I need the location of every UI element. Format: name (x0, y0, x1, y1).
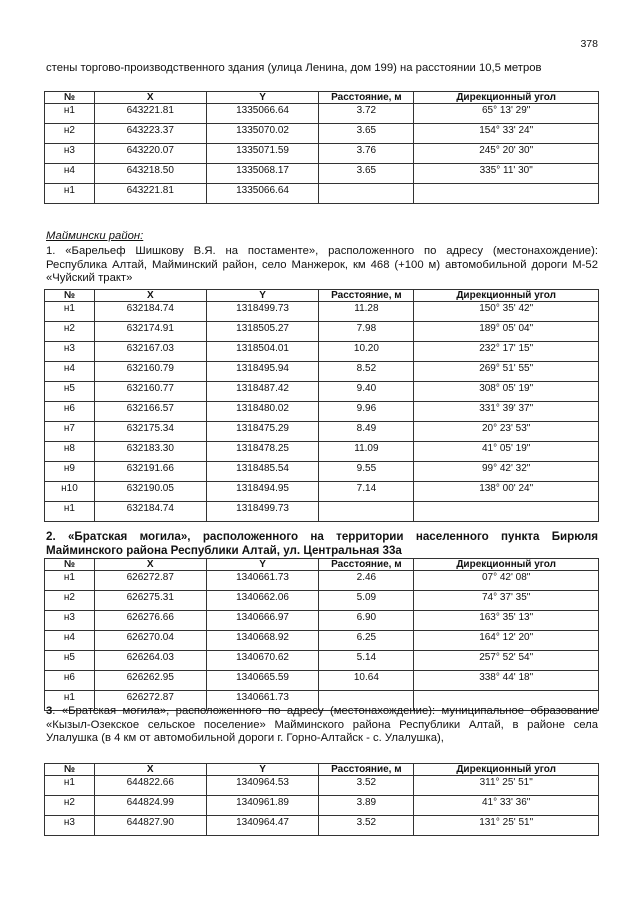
cell-point-id: н1 (45, 691, 95, 711)
table-row (45, 422, 599, 442)
cell-distance: 9.96 (319, 402, 414, 422)
cell-direction-angle: 257° 52' 54" (414, 651, 599, 671)
cell-direction-angle: 245° 20' 30" (414, 144, 599, 164)
table-row (45, 302, 599, 322)
cell-x-coordinate: 626262.95 (94, 671, 206, 691)
cell-y-coordinate: 1335066.64 (206, 104, 319, 124)
cell-y-coordinate: 1335071.59 (206, 144, 319, 164)
table-row (45, 591, 599, 611)
cell-x-coordinate: 643221.81 (94, 104, 206, 124)
column-header-distance: Расстояние, м (319, 92, 414, 104)
cell-y-coordinate: 1335068.17 (206, 164, 319, 184)
column-header-y-coordinate: Y (206, 92, 319, 104)
cell-direction-angle: 131° 25' 51" (414, 816, 599, 836)
cell-distance: 3.89 (319, 796, 414, 816)
table-row (45, 796, 599, 816)
cell-distance: 3.65 (319, 124, 414, 144)
cell-point-id: н3 (45, 144, 95, 164)
table-header-row (45, 92, 599, 104)
table-row (45, 816, 599, 836)
cell-point-id: н1 (45, 302, 95, 322)
column-header-y-coordinate: Y (206, 559, 319, 571)
column-header-x-coordinate: X (94, 764, 206, 776)
cell-direction-angle: 150° 35' 42" (414, 302, 599, 322)
cell-point-id: н6 (45, 671, 95, 691)
cell-y-coordinate: 1318505.27 (206, 322, 319, 342)
cell-point-id: н2 (45, 124, 95, 144)
column-header-point-id: № (45, 559, 95, 571)
cell-distance (319, 502, 414, 522)
cell-y-coordinate: 1340662.06 (206, 591, 319, 611)
coordinates-table-1 (44, 91, 599, 204)
column-header-x-coordinate: X (94, 290, 206, 302)
cell-point-id: н1 (45, 184, 95, 204)
cell-point-id: н2 (45, 322, 95, 342)
cell-distance: 2.46 (319, 571, 414, 591)
cell-direction-angle: 41° 05' 19" (414, 442, 599, 462)
table-row (45, 442, 599, 462)
table-row (45, 104, 599, 124)
cell-distance: 9.55 (319, 462, 414, 482)
cell-direction-angle (414, 184, 599, 204)
column-header-distance: Расстояние, м (319, 559, 414, 571)
table-row (45, 651, 599, 671)
table-row (45, 362, 599, 382)
cell-distance: 8.52 (319, 362, 414, 382)
cell-point-id: н10 (45, 482, 95, 502)
table-row (45, 322, 599, 342)
section-1-text: 1. «Барельеф Шишкову В.Я. на постаменте», расположенного по адресу (местонахождение): Республика Алтай, Майминский район, село Манжерок, км 468 (+100 м) автомобильной дороги М-52 «Чуйский тракт» (46, 245, 598, 284)
cell-direction-angle: 338° 44' 18" (414, 671, 599, 691)
cell-direction-angle: 99° 42' 32" (414, 462, 599, 482)
cell-x-coordinate: 626272.87 (94, 691, 206, 711)
cell-distance: 6.90 (319, 611, 414, 631)
cell-y-coordinate: 1335066.64 (206, 184, 319, 204)
cell-direction-angle: 41° 33' 36" (414, 796, 599, 816)
section-3-number: 3 (46, 705, 53, 717)
cell-point-id: н5 (45, 382, 95, 402)
cell-x-coordinate: 632184.74 (94, 302, 206, 322)
table-row (45, 382, 599, 402)
cell-point-id: н3 (45, 611, 95, 631)
cell-point-id: н5 (45, 651, 95, 671)
cell-x-coordinate: 626276.66 (94, 611, 206, 631)
column-header-distance: Расстояние, м (319, 764, 414, 776)
cell-distance: 5.14 (319, 651, 414, 671)
cell-distance: 3.72 (319, 104, 414, 124)
cell-x-coordinate: 644827.90 (94, 816, 206, 836)
cell-point-id: н1 (45, 502, 95, 522)
cell-x-coordinate: 626272.87 (94, 571, 206, 591)
cell-y-coordinate: 1318487.42 (206, 382, 319, 402)
table-header-row (45, 764, 599, 776)
cell-distance: 5.09 (319, 591, 414, 611)
district-heading: Маймински район: (46, 230, 144, 242)
cell-y-coordinate: 1340964.53 (206, 776, 319, 796)
cell-y-coordinate: 1318495.94 (206, 362, 319, 382)
cell-x-coordinate: 626264.03 (94, 651, 206, 671)
cell-x-coordinate: 632191.66 (94, 462, 206, 482)
column-header-direction-angle: Дирекционный угол (414, 764, 599, 776)
cell-point-id: н7 (45, 422, 95, 442)
table-row (45, 402, 599, 422)
cell-x-coordinate: 643220.07 (94, 144, 206, 164)
column-header-direction-angle: Дирекционный угол (414, 559, 599, 571)
column-header-point-id: № (45, 92, 95, 104)
cell-x-coordinate: 643223.37 (94, 124, 206, 144)
cell-point-id: н4 (45, 631, 95, 651)
column-header-point-id: № (45, 290, 95, 302)
column-header-point-id: № (45, 764, 95, 776)
cell-direction-angle: 331° 39' 37" (414, 402, 599, 422)
cell-point-id: н8 (45, 442, 95, 462)
table-row (45, 124, 599, 144)
cell-distance: 7.98 (319, 322, 414, 342)
cell-distance: 3.65 (319, 164, 414, 184)
table-row (45, 502, 599, 522)
cell-y-coordinate: 1318499.73 (206, 302, 319, 322)
cell-distance: 11.09 (319, 442, 414, 462)
cell-distance: 7.14 (319, 482, 414, 502)
table-row (45, 671, 599, 691)
column-header-x-coordinate: X (94, 92, 206, 104)
intro-text: стены торгово-производственного здания (улица Ленина, дом 199) на расстоянии 10,5 метров (46, 62, 542, 74)
section-2-heading: 2. «Братская могила», расположенного на территории населенного пункта Бирюля Майминского района Республики Алтай, ул. Центральная 33а (46, 530, 598, 557)
cell-point-id: н1 (45, 776, 95, 796)
column-header-distance: Расстояние, м (319, 290, 414, 302)
section-3-body: . «Братская могила», расположенного по адресу (местонахождение): муниципальное образование «Кызыл-Озекское сельское поселение» Майминского района Республики Алтай, в районе села Улалушка (в 4 км от автомобильной дороги г. Горно-Алтайск - с. Улалушка), (46, 705, 598, 744)
cell-x-coordinate: 632175.34 (94, 422, 206, 442)
column-header-y-coordinate: Y (206, 764, 319, 776)
cell-direction-angle: 74° 37' 35" (414, 591, 599, 611)
cell-x-coordinate: 632184.74 (94, 502, 206, 522)
cell-direction-angle: 189° 05' 04" (414, 322, 599, 342)
cell-x-coordinate: 643221.81 (94, 184, 206, 204)
table-row (45, 164, 599, 184)
coordinates-table-4 (44, 763, 599, 836)
cell-x-coordinate: 632183.30 (94, 442, 206, 462)
cell-x-coordinate: 644824.99 (94, 796, 206, 816)
cell-x-coordinate: 632160.77 (94, 382, 206, 402)
column-header-x-coordinate: X (94, 559, 206, 571)
cell-direction-angle: 311° 25' 51" (414, 776, 599, 796)
cell-direction-angle: 232° 17' 15" (414, 342, 599, 362)
cell-y-coordinate: 1340670.62 (206, 651, 319, 671)
cell-y-coordinate: 1318494.95 (206, 482, 319, 502)
cell-y-coordinate: 1340668.92 (206, 631, 319, 651)
cell-distance: 8.49 (319, 422, 414, 442)
cell-direction-angle: 07° 42' 08" (414, 571, 599, 591)
table-row (45, 776, 599, 796)
cell-x-coordinate: 626270.04 (94, 631, 206, 651)
table-row (45, 184, 599, 204)
cell-y-coordinate: 1318480.02 (206, 402, 319, 422)
table-row (45, 571, 599, 591)
cell-x-coordinate: 643218.50 (94, 164, 206, 184)
cell-direction-angle: 335° 11' 30" (414, 164, 599, 184)
cell-point-id: н1 (45, 104, 95, 124)
column-header-direction-angle: Дирекционный угол (414, 92, 599, 104)
table-row (45, 482, 599, 502)
table-row (45, 144, 599, 164)
cell-x-coordinate: 632166.57 (94, 402, 206, 422)
cell-distance: 9.40 (319, 382, 414, 402)
cell-direction-angle: 308° 05' 19" (414, 382, 599, 402)
cell-direction-angle: 164° 12' 20" (414, 631, 599, 651)
cell-distance: 3.76 (319, 144, 414, 164)
cell-point-id: н4 (45, 164, 95, 184)
cell-y-coordinate: 1318499.73 (206, 502, 319, 522)
cell-direction-angle: 138° 00' 24" (414, 482, 599, 502)
cell-distance: 3.52 (319, 816, 414, 836)
cell-direction-angle: 154° 33' 24" (414, 124, 599, 144)
column-header-direction-angle: Дирекционный угол (414, 290, 599, 302)
cell-y-coordinate: 1340665.59 (206, 671, 319, 691)
cell-distance: 6.25 (319, 631, 414, 651)
cell-point-id: н6 (45, 402, 95, 422)
cell-y-coordinate: 1318475.29 (206, 422, 319, 442)
cell-point-id: н9 (45, 462, 95, 482)
section-3-text (46, 705, 598, 746)
cell-point-id: н1 (45, 571, 95, 591)
cell-x-coordinate: 632174.91 (94, 322, 206, 342)
table-row (45, 342, 599, 362)
cell-point-id: н2 (45, 796, 95, 816)
cell-point-id: н3 (45, 342, 95, 362)
table-header-row (45, 559, 599, 571)
cell-distance: 10.64 (319, 671, 414, 691)
cell-y-coordinate: 1340661.73 (206, 571, 319, 591)
cell-x-coordinate: 632190.05 (94, 482, 206, 502)
cell-y-coordinate: 1318504.01 (206, 342, 319, 362)
cell-distance (319, 184, 414, 204)
cell-direction-angle: 269° 51' 55" (414, 362, 599, 382)
coordinates-table-3 (44, 558, 599, 711)
page-number: 378 (580, 38, 598, 50)
cell-y-coordinate: 1318478.25 (206, 442, 319, 462)
cell-direction-angle: 20° 23' 53" (414, 422, 599, 442)
cell-point-id: н4 (45, 362, 95, 382)
column-header-y-coordinate: Y (206, 290, 319, 302)
cell-point-id: н2 (45, 591, 95, 611)
table-row (45, 611, 599, 631)
cell-x-coordinate: 632167.03 (94, 342, 206, 362)
cell-y-coordinate: 1318485.54 (206, 462, 319, 482)
cell-x-coordinate: 644822.66 (94, 776, 206, 796)
cell-y-coordinate: 1340666.97 (206, 611, 319, 631)
cell-distance: 10.20 (319, 342, 414, 362)
cell-distance: 11.28 (319, 302, 414, 322)
cell-y-coordinate: 1340964.47 (206, 816, 319, 836)
coordinates-table-2 (44, 289, 599, 522)
table-row (45, 462, 599, 482)
cell-direction-angle: 65° 13' 29" (414, 104, 599, 124)
cell-point-id: н3 (45, 816, 95, 836)
cell-y-coordinate: 1335070.02 (206, 124, 319, 144)
cell-distance: 3.52 (319, 776, 414, 796)
table-row (45, 631, 599, 651)
cell-y-coordinate: 1340661.73 (206, 691, 319, 711)
cell-direction-angle (414, 502, 599, 522)
table-header-row (45, 290, 599, 302)
cell-y-coordinate: 1340961.89 (206, 796, 319, 816)
cell-x-coordinate: 626275.31 (94, 591, 206, 611)
cell-x-coordinate: 632160.79 (94, 362, 206, 382)
cell-direction-angle: 163° 35' 13" (414, 611, 599, 631)
